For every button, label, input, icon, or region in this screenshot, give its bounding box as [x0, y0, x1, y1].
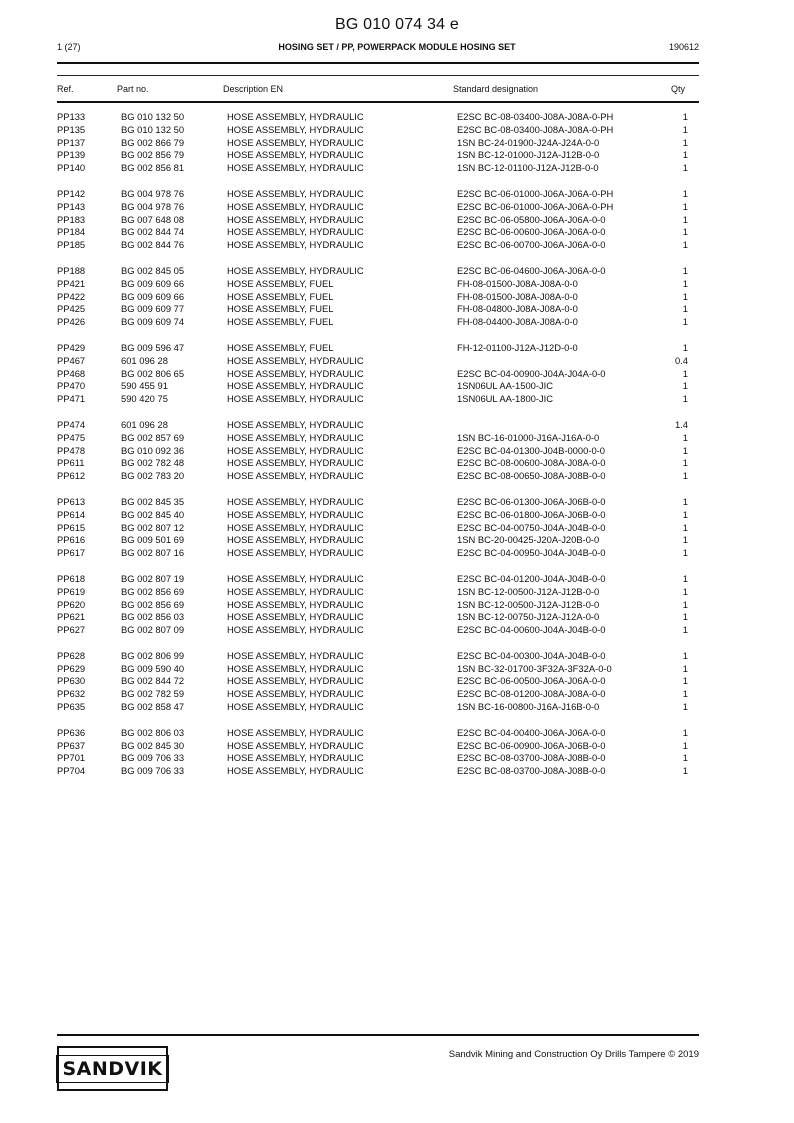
quantity-cell: 0.4 — [674, 354, 688, 366]
standard-designation-cell: 1SN BC-12-00750-J12A-J12A-0-0 — [457, 611, 600, 623]
standard-designation-cell: E2SC BC-04-00950-J04A-J04B-0-0 — [457, 547, 606, 559]
table-row — [0, 226, 794, 239]
table-row — [0, 663, 794, 676]
table-row — [0, 470, 794, 483]
part-number-cell: BG 009 706 33 — [121, 752, 185, 764]
quantity-cell: 1 — [682, 277, 688, 289]
table-row — [0, 675, 794, 688]
footer-copyright: Sandvik Mining and Construction Oy Drills Tampere © 2019 — [448, 1049, 699, 1060]
sandvik-logo — [57, 1046, 168, 1091]
ref-cell: PP632 — [57, 688, 86, 700]
description-cell: HOSE ASSEMBLY, HYDRAULIC — [227, 675, 364, 687]
ref-cell: PP422 — [57, 290, 86, 302]
table-row — [0, 303, 794, 316]
part-number-cell: BG 004 978 76 — [121, 187, 185, 199]
ref-cell: PP137 — [57, 136, 86, 148]
quantity-cell: 1 — [682, 662, 688, 674]
part-number-cell: BG 002 856 69 — [121, 585, 185, 597]
column-header-standard: Standard designation — [453, 84, 539, 94]
table-row — [0, 573, 794, 586]
table-row — [0, 509, 794, 522]
description-cell: HOSE ASSEMBLY, HYDRAULIC — [227, 508, 364, 520]
table-row — [0, 547, 794, 560]
description-cell: HOSE ASSEMBLY, HYDRAULIC — [227, 649, 364, 661]
table-row — [0, 239, 794, 252]
standard-designation-cell: 1SN BC-12-00500-J12A-J12B-0-0 — [457, 598, 600, 610]
quantity-cell: 1 — [682, 149, 688, 161]
quantity-cell: 1 — [682, 752, 688, 764]
standard-designation-cell: E2SC BC-06-00500-J06A-J06A-0-0 — [457, 675, 606, 687]
standard-designation-cell: E2SC BC-04-00400-J06A-J06A-0-0 — [457, 726, 606, 738]
standard-designation-cell: 1SN BC-16-01000-J16A-J16A-0-0 — [457, 431, 600, 443]
ref-cell: PP621 — [57, 611, 86, 623]
page-indicator: 1 (27) — [57, 42, 81, 52]
description-cell: HOSE ASSEMBLY, HYDRAULIC — [227, 534, 364, 546]
quantity-cell: 1 — [682, 534, 688, 546]
standard-designation-cell: 1SN06UL AA-1500-JIC — [457, 380, 554, 392]
quantity-cell: 1 — [682, 431, 688, 443]
table-row — [0, 611, 794, 624]
description-cell: HOSE ASSEMBLY, HYDRAULIC — [227, 367, 364, 379]
part-number-cell: BG 002 844 74 — [121, 226, 185, 238]
part-number-cell: BG 010 132 50 — [121, 123, 185, 135]
description-cell: HOSE ASSEMBLY, HYDRAULIC — [227, 354, 364, 366]
standard-designation-cell: E2SC BC-06-00600-J06A-J06A-0-0 — [457, 226, 606, 238]
standard-designation-cell: 1SN BC-12-01100-J12A-J12B-0-0 — [457, 162, 599, 174]
group-spacer — [0, 483, 794, 496]
quantity-cell: 1 — [682, 572, 688, 584]
description-cell: HOSE ASSEMBLY, HYDRAULIC — [227, 547, 364, 559]
description-cell: HOSE ASSEMBLY, HYDRAULIC — [227, 688, 364, 700]
part-number-cell: 601 096 28 — [121, 354, 168, 366]
part-number-cell: BG 002 845 05 — [121, 264, 185, 276]
part-number-cell: BG 002 807 09 — [121, 624, 185, 636]
footer-divider — [57, 1034, 699, 1036]
part-number-cell: BG 004 978 76 — [121, 200, 185, 212]
ref-cell: PP140 — [57, 162, 86, 174]
ref-cell: PP429 — [57, 341, 86, 353]
part-number-cell: BG 002 782 48 — [121, 457, 185, 469]
table-row — [0, 445, 794, 458]
ref-cell: PP425 — [57, 303, 86, 315]
quantity-cell: 1 — [682, 290, 688, 302]
standard-designation-cell: E2SC BC-06-05800-J06A-J06A-0-0 — [457, 213, 606, 225]
quantity-cell: 1 — [682, 303, 688, 315]
quantity-cell: 1 — [682, 367, 688, 379]
ref-cell: PP611 — [57, 457, 85, 469]
table-row — [0, 214, 794, 227]
description-cell: HOSE ASSEMBLY, HYDRAULIC — [227, 611, 364, 623]
part-number-cell: 590 455 91 — [121, 380, 168, 392]
part-number-cell: 601 096 28 — [121, 418, 168, 430]
standard-designation-cell: 1SN BC-24-01900-J24A-J24A-0-0 — [457, 136, 600, 148]
part-number-cell: BG 002 806 03 — [121, 726, 185, 738]
table-row — [0, 137, 794, 150]
part-number-cell: BG 009 609 77 — [121, 303, 185, 315]
part-number-cell: BG 002 856 03 — [121, 611, 185, 623]
quantity-cell: 1 — [682, 726, 688, 738]
standard-designation-cell: 1SN BC-12-00500-J12A-J12B-0-0 — [457, 585, 600, 597]
ref-cell: PP478 — [57, 444, 86, 456]
ref-cell: PP704 — [57, 765, 86, 777]
quantity-cell: 1 — [682, 226, 688, 238]
ref-cell: PP471 — [57, 393, 86, 405]
part-number-cell: BG 002 866 79 — [121, 136, 185, 148]
standard-designation-cell: 1SN BC-32-01700-3F32A-3F32A-0-0 — [457, 662, 612, 674]
column-header-ref: Ref. — [57, 84, 74, 94]
standard-designation-cell: E2SC BC-06-01300-J06A-J06B-0-0 — [457, 495, 606, 507]
ref-cell: PP474 — [57, 418, 86, 430]
standard-designation-cell: FH-08-01500-J08A-J08A-0-0 — [457, 290, 578, 302]
standard-designation-cell: E2SC BC-04-00300-J04A-J04B-0-0 — [457, 649, 606, 661]
standard-designation-cell: E2SC BC-08-03700-J08A-J08B-0-0 — [457, 752, 606, 764]
description-cell: HOSE ASSEMBLY, HYDRAULIC — [227, 521, 364, 533]
table-row — [0, 393, 794, 406]
part-number-cell: BG 009 609 66 — [121, 290, 185, 302]
description-cell: HOSE ASSEMBLY, HYDRAULIC — [227, 213, 364, 225]
part-number-cell: BG 009 706 33 — [121, 765, 185, 777]
ref-cell: PP475 — [57, 431, 86, 443]
quantity-cell: 1 — [682, 264, 688, 276]
description-cell: HOSE ASSEMBLY, HYDRAULIC — [227, 624, 364, 636]
description-cell: HOSE ASSEMBLY, HYDRAULIC — [227, 431, 364, 443]
quantity-cell: 1 — [682, 611, 688, 623]
part-number-cell: BG 002 858 47 — [121, 701, 185, 713]
quantity-cell: 1 — [682, 162, 688, 174]
quantity-cell: 1 — [682, 739, 688, 751]
quantity-cell: 1 — [682, 393, 688, 405]
table-row — [0, 496, 794, 509]
table-row — [0, 586, 794, 599]
description-cell: HOSE ASSEMBLY, HYDRAULIC — [227, 739, 364, 751]
table-row — [0, 316, 794, 329]
table-row — [0, 688, 794, 701]
group-spacer — [0, 560, 794, 573]
standard-designation-cell: E2SC BC-06-04600-J06A-J06A-0-0 — [457, 264, 606, 276]
standard-designation-cell: E2SC BC-08-03400-J08A-J08A-0-PH — [457, 123, 614, 135]
quantity-cell: 1 — [682, 380, 688, 392]
ref-cell: PP468 — [57, 367, 86, 379]
table-row — [0, 419, 794, 432]
column-header-bottom-rule — [57, 101, 699, 103]
table-row — [0, 752, 794, 765]
ref-cell: PP701 — [57, 752, 86, 764]
part-number-cell: BG 002 844 72 — [121, 675, 185, 687]
description-cell: HOSE ASSEMBLY, HYDRAULIC — [227, 111, 364, 122]
description-cell: HOSE ASSEMBLY, HYDRAULIC — [227, 572, 364, 584]
ref-cell: PP617 — [57, 547, 86, 559]
quantity-cell: 1 — [682, 547, 688, 559]
sandvik-logo-text: SANDVIK — [56, 1055, 168, 1083]
part-number-cell: BG 002 806 99 — [121, 649, 185, 661]
quantity-cell: 1 — [682, 136, 688, 148]
standard-designation-cell: E2SC BC-04-00900-J04A-J04A-0-0 — [457, 367, 606, 379]
table-row — [0, 188, 794, 201]
table-row — [0, 432, 794, 445]
ref-cell: PP618 — [57, 572, 86, 584]
ref-cell: PP629 — [57, 662, 86, 674]
group-spacer — [0, 252, 794, 265]
standard-designation-cell: 1SN BC-16-00800-J16A-J16B-0-0 — [457, 701, 600, 713]
column-header-description: Description EN — [223, 84, 284, 94]
description-cell: HOSE ASSEMBLY, HYDRAULIC — [227, 662, 364, 674]
ref-cell: PP185 — [57, 239, 86, 251]
part-number-cell: BG 010 092 36 — [121, 444, 185, 456]
part-number-cell: BG 002 807 19 — [121, 572, 185, 584]
description-cell: HOSE ASSEMBLY, HYDRAULIC — [227, 598, 364, 610]
description-cell: HOSE ASSEMBLY, FUEL — [227, 341, 334, 353]
standard-designation-cell: FH-08-04800-J08A-J08A-0-0 — [457, 303, 578, 315]
part-number-cell: BG 002 857 69 — [121, 431, 185, 443]
standard-designation-cell: E2SC BC-06-00700-J06A-J06A-0-0 — [457, 239, 606, 251]
quantity-cell: 1 — [682, 457, 688, 469]
document-title: HOSING SET / PP, POWERPACK MODULE HOSING SET — [278, 42, 516, 52]
ref-cell: PP426 — [57, 316, 86, 328]
standard-designation-cell: E2SC BC-06-01800-J06A-J06B-0-0 — [457, 508, 606, 520]
description-cell: HOSE ASSEMBLY, HYDRAULIC — [227, 123, 364, 135]
quantity-cell: 1 — [682, 585, 688, 597]
part-number-cell: BG 002 845 35 — [121, 495, 185, 507]
group-spacer — [0, 175, 794, 188]
table-row — [0, 111, 794, 124]
description-cell: HOSE ASSEMBLY, FUEL — [227, 277, 334, 289]
table-row — [0, 291, 794, 304]
quantity-cell: 1 — [682, 688, 688, 700]
table-row — [0, 265, 794, 278]
date-code: 190612 — [668, 42, 699, 52]
description-cell: HOSE ASSEMBLY, HYDRAULIC — [227, 495, 364, 507]
column-header-qty: Qty — [670, 84, 685, 94]
ref-cell: PP470 — [57, 380, 86, 392]
quantity-cell: 1 — [682, 521, 688, 533]
table-row — [0, 599, 794, 612]
table-row — [0, 701, 794, 714]
ref-cell: PP139 — [57, 149, 86, 161]
part-number-cell: BG 002 845 40 — [121, 508, 185, 520]
ref-cell: PP183 — [57, 213, 86, 225]
document-number: BG 010 074 34 e — [335, 16, 459, 33]
quantity-cell: 1 — [682, 111, 688, 122]
standard-designation-cell: E2SC BC-08-01200-J08A-J08A-0-0 — [457, 688, 606, 700]
description-cell: HOSE ASSEMBLY, HYDRAULIC — [227, 239, 364, 251]
part-number-cell: BG 002 856 69 — [121, 598, 185, 610]
part-number-cell: BG 002 806 65 — [121, 367, 185, 379]
description-cell: HOSE ASSEMBLY, FUEL — [227, 316, 334, 328]
ref-cell: PP627 — [57, 624, 86, 636]
part-number-cell: BG 002 856 79 — [121, 149, 185, 161]
quantity-cell: 1 — [682, 470, 688, 482]
standard-designation-cell: FH-08-01500-J08A-J08A-0-0 — [457, 277, 578, 289]
ref-cell: PP620 — [57, 598, 86, 610]
table-row — [0, 522, 794, 535]
standard-designation-cell: E2SC BC-04-01200-J04A-J04B-0-0 — [457, 572, 606, 584]
table-row — [0, 342, 794, 355]
header-divider — [57, 62, 699, 64]
quantity-cell: 1 — [682, 649, 688, 661]
part-number-cell: BG 007 648 08 — [121, 213, 185, 225]
standard-designation-cell: E2SC BC-08-00650-J08A-J08B-0-0 — [457, 470, 606, 482]
part-number-cell: BG 009 590 40 — [121, 662, 185, 674]
standard-designation-cell: E2SC BC-06-00900-J06A-J06B-0-0 — [457, 739, 606, 751]
description-cell: HOSE ASSEMBLY, HYDRAULIC — [227, 393, 364, 405]
table-row — [0, 355, 794, 368]
table-row — [0, 624, 794, 637]
quantity-cell: 1 — [682, 598, 688, 610]
description-cell: HOSE ASSEMBLY, FUEL — [227, 290, 334, 302]
table-row — [0, 650, 794, 663]
standard-designation-cell: E2SC BC-08-03400-J08A-J08A-0-PH — [457, 111, 614, 122]
table-row — [0, 124, 794, 137]
ref-cell: PP188 — [57, 264, 86, 276]
table-row — [0, 149, 794, 162]
description-cell: HOSE ASSEMBLY, HYDRAULIC — [227, 752, 364, 764]
standard-designation-cell: E2SC BC-06-01000-J06A-J06A-0-PH — [457, 200, 614, 212]
description-cell: HOSE ASSEMBLY, HYDRAULIC — [227, 226, 364, 238]
table-row — [0, 740, 794, 753]
column-header-top-rule — [57, 75, 699, 76]
quantity-cell: 1 — [682, 495, 688, 507]
description-cell: HOSE ASSEMBLY, HYDRAULIC — [227, 457, 364, 469]
description-cell: HOSE ASSEMBLY, HYDRAULIC — [227, 701, 364, 713]
part-number-cell: BG 002 844 76 — [121, 239, 185, 251]
ref-cell: PP614 — [57, 508, 86, 520]
description-cell: HOSE ASSEMBLY, HYDRAULIC — [227, 765, 364, 777]
group-spacer — [0, 637, 794, 650]
quantity-cell: 1 — [682, 701, 688, 713]
table-row — [0, 765, 794, 778]
table-row — [0, 368, 794, 381]
part-number-cell: BG 009 609 74 — [121, 316, 185, 328]
quantity-cell: 1 — [682, 200, 688, 212]
ref-cell: PP143 — [57, 200, 86, 212]
standard-designation-cell: FH-12-01100-J12A-J12D-0-0 — [457, 341, 578, 353]
part-number-cell: BG 009 596 47 — [121, 341, 185, 353]
table-row — [0, 201, 794, 214]
quantity-cell: 1 — [682, 444, 688, 456]
standard-designation-cell: 1SN06UL AA-1800-JIC — [457, 393, 554, 405]
ref-cell: PP636 — [57, 726, 86, 738]
quantity-cell: 1 — [682, 187, 688, 199]
part-number-cell: BG 010 132 50 — [121, 111, 185, 122]
ref-cell: PP133 — [57, 111, 86, 122]
ref-cell: PP628 — [57, 649, 86, 661]
table-row — [0, 278, 794, 291]
standard-designation-cell: 1SN BC-20-00425-J20A-J20B-0-0 — [457, 534, 600, 546]
description-cell: HOSE ASSEMBLY, HYDRAULIC — [227, 200, 364, 212]
quantity-cell: 1 — [682, 316, 688, 328]
description-cell: HOSE ASSEMBLY, HYDRAULIC — [227, 444, 364, 456]
ref-cell: PP135 — [57, 123, 86, 135]
standard-designation-cell: E2SC BC-06-01000-J06A-J06A-0-PH — [457, 187, 614, 199]
ref-cell: PP635 — [57, 701, 86, 713]
standard-designation-cell: FH-08-04400-J08A-J08A-0-0 — [457, 316, 578, 328]
ref-cell: PP619 — [57, 585, 86, 597]
quantity-cell: 1 — [682, 765, 688, 777]
part-number-cell: BG 009 501 69 — [121, 534, 185, 546]
part-number-cell: BG 002 807 12 — [121, 521, 185, 533]
part-number-cell: BG 009 609 66 — [121, 277, 185, 289]
group-spacer — [0, 406, 794, 419]
table-row — [0, 457, 794, 470]
table-row — [0, 727, 794, 740]
column-header-part: Part no. — [117, 84, 149, 94]
part-number-cell: BG 002 782 59 — [121, 688, 185, 700]
quantity-cell: 1 — [682, 341, 688, 353]
quantity-cell: 1.4 — [674, 418, 688, 430]
ref-cell: PP184 — [57, 226, 86, 238]
part-number-cell: 590 420 75 — [121, 393, 168, 405]
standard-designation-cell: E2SC BC-08-03700-J08A-J08B-0-0 — [457, 765, 606, 777]
standard-designation-cell: 1SN BC-12-01000-J12A-J12B-0-0 — [457, 149, 600, 161]
part-number-cell: BG 002 845 30 — [121, 739, 185, 751]
standard-designation-cell: E2SC BC-04-01300-J04B-0000-0-0 — [457, 444, 605, 456]
description-cell: HOSE ASSEMBLY, FUEL — [227, 303, 334, 315]
standard-designation-cell: E2SC BC-08-00600-J08A-J08A-0-0 — [457, 457, 606, 469]
part-number-cell: BG 002 807 16 — [121, 547, 185, 559]
part-number-cell: BG 002 856 81 — [121, 162, 185, 174]
ref-cell: PP142 — [57, 187, 86, 199]
quantity-cell: 1 — [682, 239, 688, 251]
description-cell: HOSE ASSEMBLY, HYDRAULIC — [227, 187, 364, 199]
ref-cell: PP612 — [57, 470, 86, 482]
parts-table — [0, 111, 794, 778]
table-row — [0, 162, 794, 175]
group-spacer — [0, 329, 794, 342]
quantity-cell: 1 — [682, 675, 688, 687]
ref-cell: PP616 — [57, 534, 86, 546]
standard-designation-cell: E2SC BC-04-00600-J04A-J04B-0-0 — [457, 624, 606, 636]
quantity-cell: 1 — [682, 213, 688, 225]
description-cell: HOSE ASSEMBLY, HYDRAULIC — [227, 418, 364, 430]
ref-cell: PP615 — [57, 521, 86, 533]
description-cell: HOSE ASSEMBLY, HYDRAULIC — [227, 149, 364, 161]
description-cell: HOSE ASSEMBLY, HYDRAULIC — [227, 136, 364, 148]
standard-designation-cell: E2SC BC-04-00750-J04A-J04B-0-0 — [457, 521, 606, 533]
description-cell: HOSE ASSEMBLY, HYDRAULIC — [227, 470, 364, 482]
part-number-cell: BG 002 783 20 — [121, 470, 185, 482]
ref-cell: PP637 — [57, 739, 86, 751]
table-row — [0, 380, 794, 393]
group-spacer — [0, 714, 794, 727]
description-cell: HOSE ASSEMBLY, HYDRAULIC — [227, 726, 364, 738]
quantity-cell: 1 — [682, 123, 688, 135]
description-cell: HOSE ASSEMBLY, HYDRAULIC — [227, 264, 364, 276]
description-cell: HOSE ASSEMBLY, HYDRAULIC — [227, 380, 364, 392]
ref-cell: PP613 — [57, 495, 86, 507]
table-row — [0, 534, 794, 547]
quantity-cell: 1 — [682, 508, 688, 520]
description-cell: HOSE ASSEMBLY, HYDRAULIC — [227, 162, 364, 174]
description-cell: HOSE ASSEMBLY, HYDRAULIC — [227, 585, 364, 597]
ref-cell: PP467 — [57, 354, 86, 366]
ref-cell: PP630 — [57, 675, 86, 687]
ref-cell: PP421 — [57, 277, 86, 289]
quantity-cell: 1 — [682, 624, 688, 636]
